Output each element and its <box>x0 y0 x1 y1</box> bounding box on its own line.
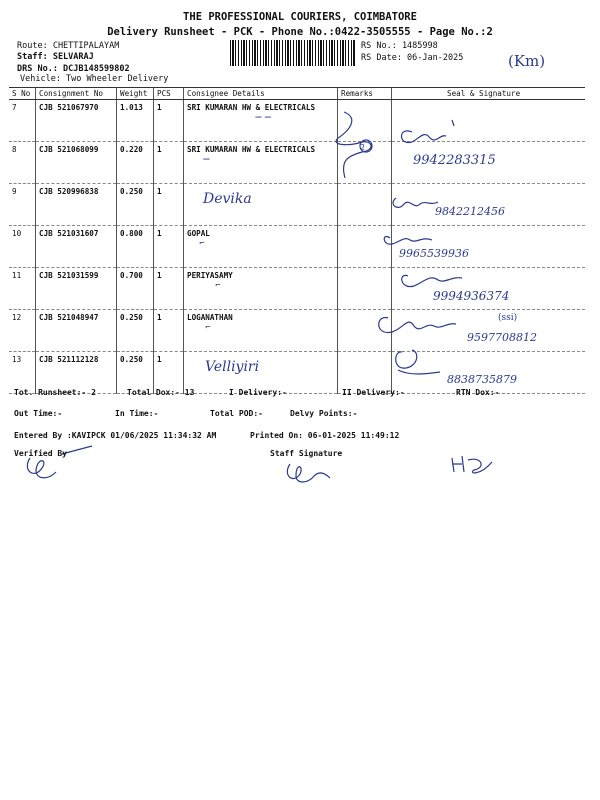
col-pcs: PCS <box>154 88 184 100</box>
consignee-name: SRI KUMARAN HW & ELECTRICALS <box>187 103 316 112</box>
cell-pcs: 1 <box>154 142 184 184</box>
cell-sno: 11 <box>9 268 36 310</box>
cell-pcs: 1 <box>154 310 184 352</box>
hand-phone: 9994936374 <box>433 289 510 303</box>
hand-phone: 9965539936 <box>399 247 469 260</box>
col-consignee: Consignee Details <box>184 88 338 100</box>
hand-phone: 9597708812 <box>467 331 537 344</box>
km-note: (Km) <box>508 52 546 70</box>
cell-weight: 0.220 <box>117 142 154 184</box>
rs-number: RS No.: 1485998 <box>361 41 438 51</box>
runsheet-subtitle: Delivery Runsheet - PCK - Phone No.:0422-3505555 - Page No.:2 <box>107 26 493 38</box>
out-time: Out Time:- <box>14 409 63 418</box>
hand-mark: — <box>203 154 210 163</box>
vehicle-label: Vehicle: Two Wheeler Delivery <box>20 74 169 84</box>
cell-consignment: CJB 521048947 <box>36 310 117 352</box>
col-consignment: Consignment No <box>36 88 117 100</box>
hand-mark: — — <box>255 112 272 121</box>
cell-sno: 9 <box>9 184 36 226</box>
company-title: THE PROFESSIONAL COURIERS, COIMBATORE <box>183 11 417 23</box>
cell-weight: 0.250 <box>117 184 154 226</box>
delivery-points: Delvy Points:- <box>290 409 358 418</box>
remarks-brace-icon <box>336 112 371 178</box>
consignee-name: PERIYASAMY <box>187 271 233 280</box>
consignee-name: GOPAL <box>187 229 210 238</box>
col-sno: S No <box>9 88 36 100</box>
col-seal-signature: Seal & Signature <box>392 88 586 100</box>
hand-mark: ⌐ <box>199 238 205 247</box>
cell-weight: 0.250 <box>117 352 154 394</box>
signature-row12-icon <box>379 318 456 333</box>
cell-consignment: CJB 521112128 <box>36 352 117 394</box>
hand-mark: ⌐ <box>215 280 221 289</box>
sign-note-text: (ssi) <box>498 313 518 323</box>
printed-on: Printed On: 06-01-2025 11:49:12 <box>250 431 400 440</box>
cell-weight: 0.800 <box>117 226 154 268</box>
rtn-box: RTN Dox:- <box>456 388 500 397</box>
signature-row13-icon <box>396 350 440 374</box>
staff-signature-label: Staff Signature <box>270 449 343 458</box>
hand-phone: 8838735879 <box>447 373 517 386</box>
i-delivery: I Delivery:- <box>229 388 287 397</box>
ii-delivery: II Delivery:- <box>342 388 405 397</box>
cell-sno: 8 <box>9 142 36 184</box>
rs-date: RS Date: 06-Jan-2025 <box>361 53 464 63</box>
in-time: In Time:- <box>115 409 159 418</box>
hand-mark: ⌐ <box>205 322 211 331</box>
col-remarks: Remarks <box>338 88 392 100</box>
cell-weight: 0.700 <box>117 268 154 310</box>
hand-phone: 9842212456 <box>435 205 505 218</box>
cell-pcs: 1 <box>154 268 184 310</box>
hand-phone: 9942283315 <box>413 153 496 168</box>
total-box: Total Dox:- 13 <box>127 388 195 397</box>
cell-weight: 1.013 <box>117 100 154 142</box>
cell-consignment: CJB 521031607 <box>36 226 117 268</box>
signature-row11-icon <box>402 275 462 286</box>
cell-consignment: CJB 521067970 <box>36 100 117 142</box>
total-pod: Total POD:- <box>210 409 263 418</box>
verified-by-label: Verified By <box>14 449 67 458</box>
signature-row7-icon <box>402 120 455 143</box>
route-label: Route: CHETTIPALAYAM <box>17 41 120 51</box>
cell-consignment: CJB 520996838 <box>36 184 117 226</box>
cell-sno: 13 <box>9 352 36 394</box>
cell-weight: 0.250 <box>117 310 154 352</box>
signature-row9-icon <box>393 198 438 207</box>
consignee-name: SRI KUMARAN HW & ELECTRICALS <box>187 145 316 154</box>
cell-sno: 10 <box>9 226 36 268</box>
signature-row10-icon <box>384 236 432 244</box>
consignee-name: LOGANATHAN <box>187 313 233 322</box>
hand-consignee: Velliyiri <box>205 359 260 375</box>
cell-pcs: 1 <box>154 100 184 142</box>
cell-consignment: CJB 521068099 <box>36 142 117 184</box>
total-runsheet: Tot. Runsheet:- 2 <box>14 388 96 397</box>
drs-number: DRS No.: DCJB148599802 <box>17 64 130 74</box>
staff-signature-icon <box>287 464 330 482</box>
cell-consignment: CJB 521031599 <box>36 268 117 310</box>
cell-sno: 12 <box>9 310 36 352</box>
cell-pcs: 1 <box>154 184 184 226</box>
corner-initials-icon <box>452 456 492 473</box>
remark-circle-text: 2 <box>360 143 366 152</box>
cell-pcs: 1 <box>154 226 184 268</box>
col-weight: Weight <box>117 88 154 100</box>
hand-consignee: Devika <box>203 191 252 207</box>
entered-by: Entered By :KAVIPCK 01/06/2025 11:34:32 AM <box>14 431 217 440</box>
cell-pcs: 1 <box>154 352 184 394</box>
staff-label: Staff: SELVARAJ <box>17 52 94 62</box>
cell-sno: 7 <box>9 100 36 142</box>
